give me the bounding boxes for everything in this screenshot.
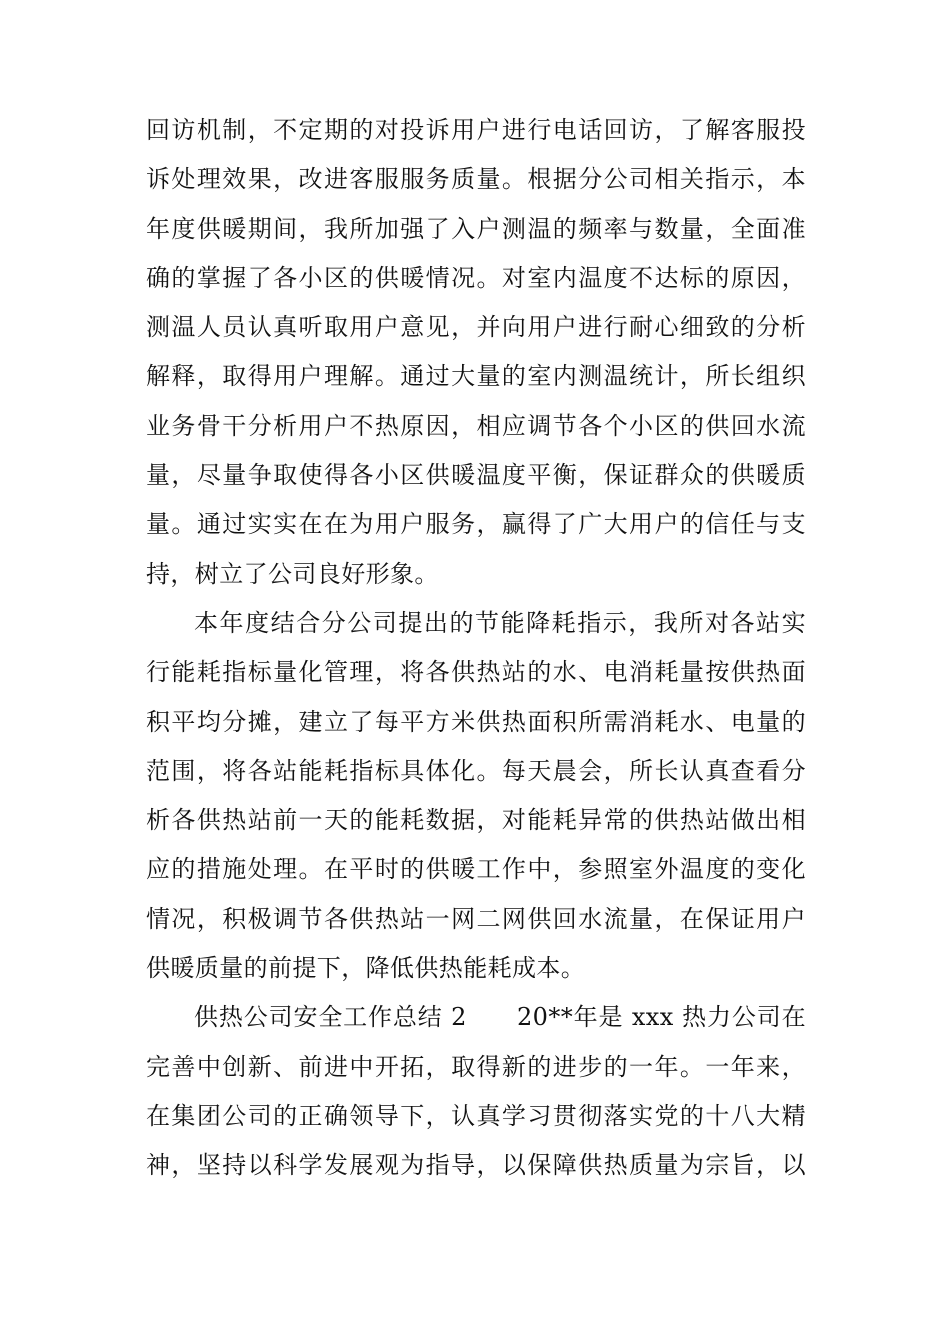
text-line: 积平均分摊，建立了每平方米供热面积所需消耗水、电量的 bbox=[146, 707, 806, 736]
text-line: 年度供暖期间，我所加强了入户测温的频率与数量，全面准 bbox=[146, 214, 806, 243]
text-line: 解释，取得用户理解。通过大量的室内测温统计，所长组织 bbox=[146, 362, 806, 391]
document-body bbox=[146, 106, 806, 1191]
text-line: 持，树立了公司良好形象。 bbox=[146, 559, 439, 588]
text-line: 诉处理效果，改进客服服务质量。根据分公司相关指示，本 bbox=[146, 165, 806, 194]
text-line: 业务骨干分析用户不热原因，相应调节各个小区的供回水流 bbox=[146, 411, 806, 440]
text-line: 回访机制，不定期的对投诉用户进行电话回访，了解客服投 bbox=[146, 116, 806, 144]
text-line: 神，坚持以科学发展观为指导，以保障供热质量为宗旨，以 bbox=[146, 1151, 806, 1180]
text-line: 供热公司安全工作总结 2 20**年是 xxx 热力公司在 bbox=[194, 1003, 806, 1032]
text-line: 供暖质量的前提下，降低供热能耗成本。 bbox=[146, 954, 586, 983]
text-line: 在集团公司的正确领导下，认真学习贯彻落实党的十八大精 bbox=[146, 1101, 806, 1130]
text-line: 应的措施处理。在平时的供暖工作中，参照室外温度的变化 bbox=[146, 855, 806, 884]
text-line: 量，尽量争取使得各小区供暖温度平衡，保证群众的供暖质 bbox=[146, 461, 806, 490]
text-line: 确的掌握了各小区的供暖情况。对室内温度不达标的原因， bbox=[146, 263, 806, 292]
text-line: 范围，将各站能耗指标具体化。每天晨会，所长认真查看分 bbox=[146, 756, 806, 785]
text-line: 量。通过实实在在为用户服务，赢得了广大用户的信任与支 bbox=[146, 510, 806, 539]
text-line: 完善中创新、前进中开拓，取得新的进步的一年。一年来， bbox=[146, 1052, 806, 1081]
text-line: 情况，积极调节各供热站一网二网供回水流量，在保证用户 bbox=[146, 904, 806, 933]
text-line: 本年度结合分公司提出的节能降耗指示，我所对各站实 bbox=[194, 608, 806, 637]
text-line: 行能耗指标量化管理，将各供热站的水、电消耗量按供热面 bbox=[146, 658, 806, 687]
text-line: 析各供热站前一天的能耗数据，对能耗异常的供热站做出相 bbox=[146, 806, 806, 835]
text-line: 测温人员认真听取用户意见，并向用户进行耐心细致的分析 bbox=[146, 313, 806, 342]
